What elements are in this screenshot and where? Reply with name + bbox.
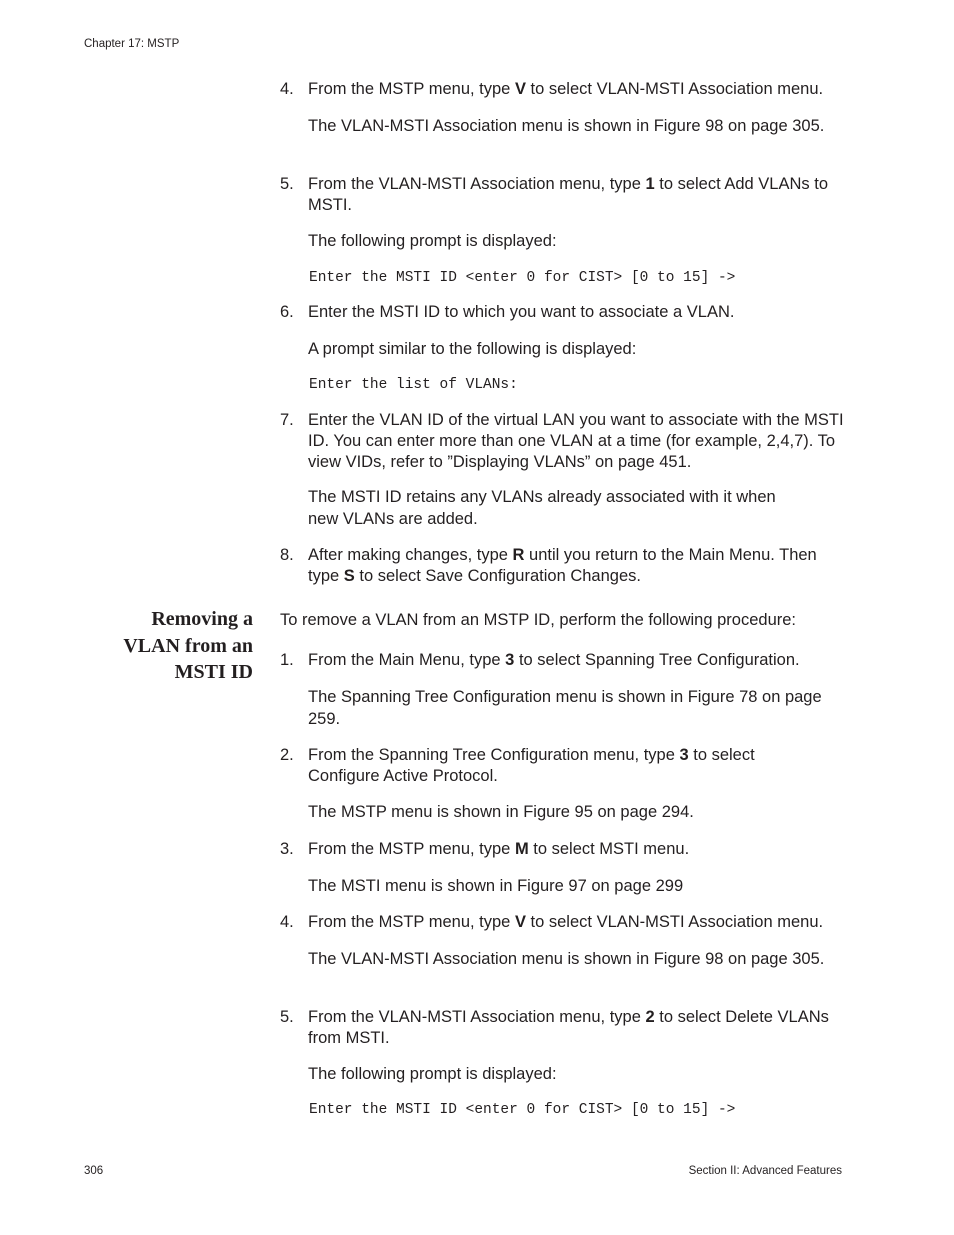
step-5-top-note: The following prompt is displayed: [308, 232, 557, 250]
step-7-top: 7. Enter the VLAN ID of the virtual LAN you want to associate with the MSTI ID. You can enter more than one VLAN at a time (for example, 2,4,7). To view VIDs, refer to ”Displaying VLANs” on page 451. [280, 411, 844, 471]
prompt-code: Enter the list of VLANs: [309, 377, 518, 393]
step-number: 1. [280, 651, 294, 669]
step-4-note: The VLAN-MSTI Association menu is shown in Figure 98 on page 305. [308, 950, 825, 968]
step-2-note: The MSTP menu is shown in Figure 95 on page 294. [308, 803, 694, 821]
step-number: 4. [280, 913, 294, 931]
step-4-top-note: The VLAN-MSTI Association menu is shown in Figure 98 on page 305. [308, 117, 825, 135]
page-number: 306 [84, 1165, 104, 1177]
key-letter: 2 [645, 1008, 655, 1026]
key-letter: 1 [645, 175, 655, 193]
key-letter: S [343, 567, 355, 585]
step-number: 7. [280, 411, 294, 429]
step-number: 8. [280, 546, 294, 564]
step-6-top-note: A prompt similar to the following is displayed: [308, 340, 637, 358]
step-1: 1. From the Main Menu, type 3 to select Spanning Tree Configuration. [280, 651, 800, 669]
key-letter: 3 [505, 651, 515, 669]
key-letter: 3 [679, 746, 689, 764]
step-5: 5. From the VLAN-MSTI Association menu, type 2 to select Delete VLANs from MSTI. [280, 1008, 829, 1047]
step-7-top-note: The MSTI ID retains any VLANs already associated with it when new VLANs are added. [308, 488, 776, 528]
key-letter: V [514, 913, 526, 931]
step-6-top: 6. Enter the MSTI ID to which you want to associate a VLAN. [280, 303, 735, 321]
step-8-top: 8. After making changes, type R until you return to the Main Menu. Then type S to select Save Configuration Changes. [280, 546, 817, 585]
step-number: 3. [280, 840, 294, 858]
step-1-note: The Spanning Tree Configuration menu is shown in Figure 78 on page 259. [308, 688, 822, 728]
running-footer: Section II: Advanced Features [688, 1165, 842, 1177]
key-letter: V [514, 80, 526, 98]
step-number: 6. [280, 303, 294, 321]
running-header: Chapter 17: MSTP [84, 38, 180, 50]
step-5-top: 5. From the VLAN-MSTI Association menu, type 1 to select Add VLANs to MSTI. [280, 175, 829, 214]
section-heading: Removing a VLAN from an MSTI ID [123, 608, 253, 683]
prompt-code: Enter the MSTI ID <enter 0 for CIST> [0 to 15] -> [309, 270, 736, 286]
prompt-code: Enter the MSTI ID <enter 0 for CIST> [0 to 15] -> [309, 1102, 736, 1118]
step-4: 4. From the MSTP menu, type V to select VLAN-MSTI Association menu. [280, 913, 824, 931]
step-number: 5. [280, 1008, 294, 1026]
key-letter: M [514, 840, 529, 858]
section-intro: To remove a VLAN from an MSTP ID, perform the following procedure: [280, 611, 796, 629]
step-3: 3. From the MSTP menu, type M to select MSTI menu. [280, 840, 690, 858]
key-letter: R [512, 546, 525, 564]
step-4-top: 4. From the MSTP menu, type V to select VLAN-MSTI Association menu. [280, 80, 824, 98]
step-number: 5. [280, 175, 294, 193]
step-5-note: The following prompt is displayed: [308, 1065, 557, 1083]
step-3-note: The MSTI menu is shown in Figure 97 on page 299 [308, 877, 684, 895]
step-number: 4. [280, 80, 294, 98]
step-number: 2. [280, 746, 294, 764]
step-2: 2. From the Spanning Tree Configuration menu, type 3 to select Configure Active Protocol. [280, 746, 755, 785]
